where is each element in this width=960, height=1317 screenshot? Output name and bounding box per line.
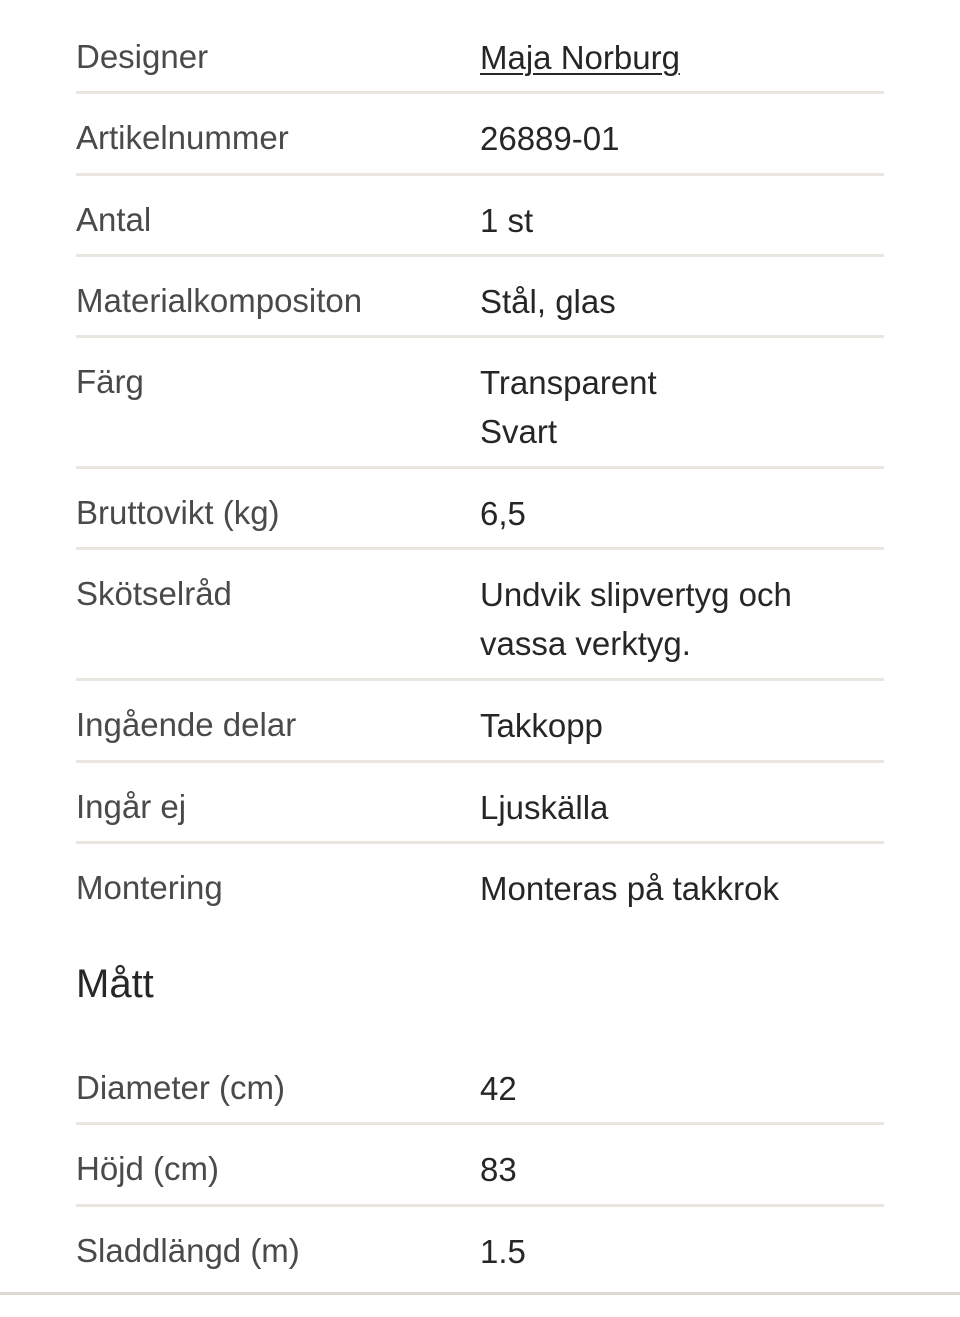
spec-value: Ljuskälla [480, 788, 609, 826]
spec-row-ingar-ej [76, 763, 884, 844]
dimension-label: Höjd (cm) [76, 1150, 220, 1188]
spec-row-montering [76, 844, 884, 925]
spec-row-artikelnummer [76, 94, 884, 175]
product-specs-table [76, 13, 884, 925]
spec-label: Designer [76, 38, 209, 75]
spec-row-designer [76, 13, 884, 94]
spec-value: 26889-01 [480, 120, 620, 158]
spec-row-ingaende-delar [76, 681, 884, 762]
spec-value: Monteras på takkrok [480, 870, 779, 908]
spec-row-bruttovikt [76, 469, 884, 550]
spec-label: Ingående delar [76, 706, 297, 744]
dimensions-table [76, 1044, 884, 1288]
spec-value: 6,5 [480, 495, 526, 533]
dimension-row-hojd [76, 1125, 884, 1206]
spec-label: Bruttovikt (kg) [76, 494, 280, 532]
dimension-row-sladdlangd [76, 1207, 884, 1288]
spec-row-farg [76, 338, 884, 469]
spec-value: Stål, glas [480, 282, 616, 320]
dimension-row-diameter [76, 1044, 884, 1125]
dimension-label: Diameter (cm) [76, 1069, 286, 1106]
spec-value: Takkopp [480, 707, 603, 745]
spec-label: Montering [76, 869, 223, 907]
spec-value [480, 33, 884, 82]
dimensions-heading: Mått [76, 962, 154, 1006]
dimension-value: 42 [480, 1070, 517, 1107]
spec-label: Ingår ej [76, 787, 187, 825]
dimension-value: 83 [480, 1151, 517, 1189]
spec-label: Artikelnummer [76, 119, 289, 157]
spec-label: Antal [76, 200, 152, 238]
spec-value: 1 st [480, 201, 534, 239]
dimension-label: Sladdlängd (m) [76, 1231, 300, 1269]
dimension-value: 1.5 [480, 1232, 526, 1270]
bottom-divider [0, 1292, 960, 1295]
spec-row-material [76, 257, 884, 338]
spec-row-antal [76, 176, 884, 257]
spec-label: Färg [76, 363, 144, 401]
spec-value: Transparent Svart [480, 364, 657, 451]
spec-row-skotselrad [76, 550, 884, 681]
spec-label: Materialkompositon [76, 281, 363, 319]
designer-link[interactable]: Maja Norburg [480, 39, 680, 76]
spec-value: Undvik slipvertyg och vassa verktyg. [480, 576, 792, 663]
spec-label: Skötselråd [76, 575, 232, 613]
